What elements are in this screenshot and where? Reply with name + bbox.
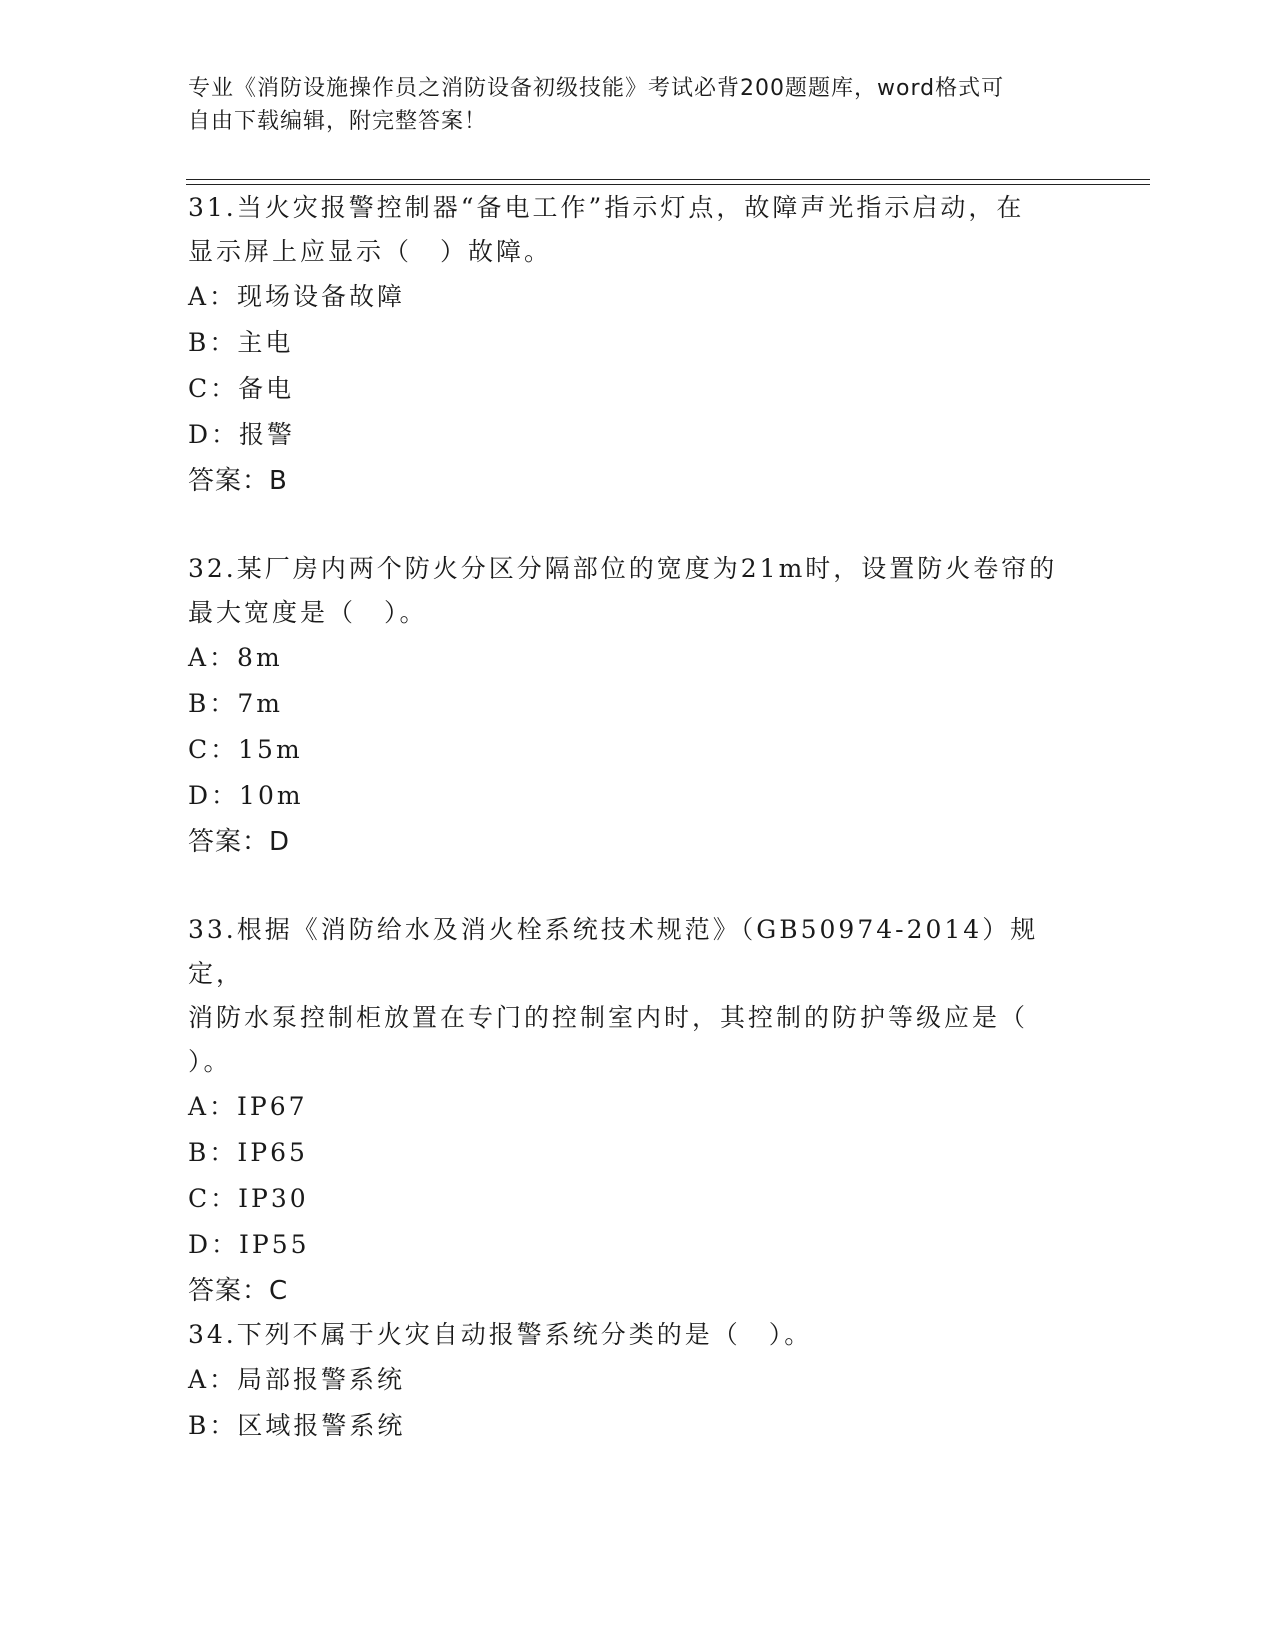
option-b: B：区域报警系统	[188, 1411, 406, 1440]
option-a: A：局部报警系统	[188, 1365, 406, 1394]
question-stem-line: 消防水泵控制柜放置在专门的控制室内时，其控制的防护等级应是（	[188, 1003, 1029, 1032]
option-a: A：现场设备故障	[188, 282, 406, 311]
question-stem-line: 最大宽度是（ ）。	[188, 598, 428, 627]
header-line-2: 自由下载编辑，附完整答案！	[188, 109, 488, 134]
question-stem-line: 31.当火灾报警控制器“备电工作”指示灯点，故障声光指示启动，在	[188, 193, 1025, 222]
header-divider-top	[186, 179, 1150, 180]
option-c: C：备电	[188, 374, 295, 403]
question-stem-line: 33.根据《消防给水及消火栓系统技术规范》（GB50974-2014）规定，	[188, 915, 1039, 988]
question-stem-line: 32.某厂房内两个防火分区分隔部位的宽度为21m时，设置防火卷帘的	[188, 554, 1058, 583]
answer: 答案：C	[188, 1276, 289, 1306]
question-stem-line: ）。	[188, 1047, 232, 1076]
question-stem-line: 显示屏上应显示（ ）故障。	[188, 237, 553, 266]
answer: 答案：D	[188, 827, 291, 857]
answer: 答案：B	[188, 466, 288, 496]
question-33	[188, 908, 1088, 1314]
option-a: A：IP67	[188, 1092, 308, 1121]
header-line-1: 专业《消防设施操作员之消防设备初级技能》考试必背200题题库，word格式可	[188, 76, 1005, 101]
option-d: D：IP55	[188, 1230, 310, 1259]
header-divider-bottom	[186, 184, 1150, 185]
option-c: C：IP30	[188, 1184, 309, 1213]
question-stem-line: 34.下列不属于火灾自动报警系统分类的是（ ）。	[188, 1320, 813, 1349]
option-b: B：IP65	[188, 1138, 308, 1167]
document-header	[188, 72, 1078, 138]
option-b: B：7m	[188, 689, 283, 718]
question-32	[188, 547, 1088, 865]
option-a: A：8m	[188, 643, 283, 672]
option-d: D：报警	[188, 420, 296, 449]
option-c: C：15m	[188, 735, 303, 764]
question-34	[188, 1313, 1088, 1449]
option-d: D：10m	[188, 781, 304, 810]
option-b: B：主电	[188, 328, 294, 357]
question-31	[188, 186, 1088, 504]
